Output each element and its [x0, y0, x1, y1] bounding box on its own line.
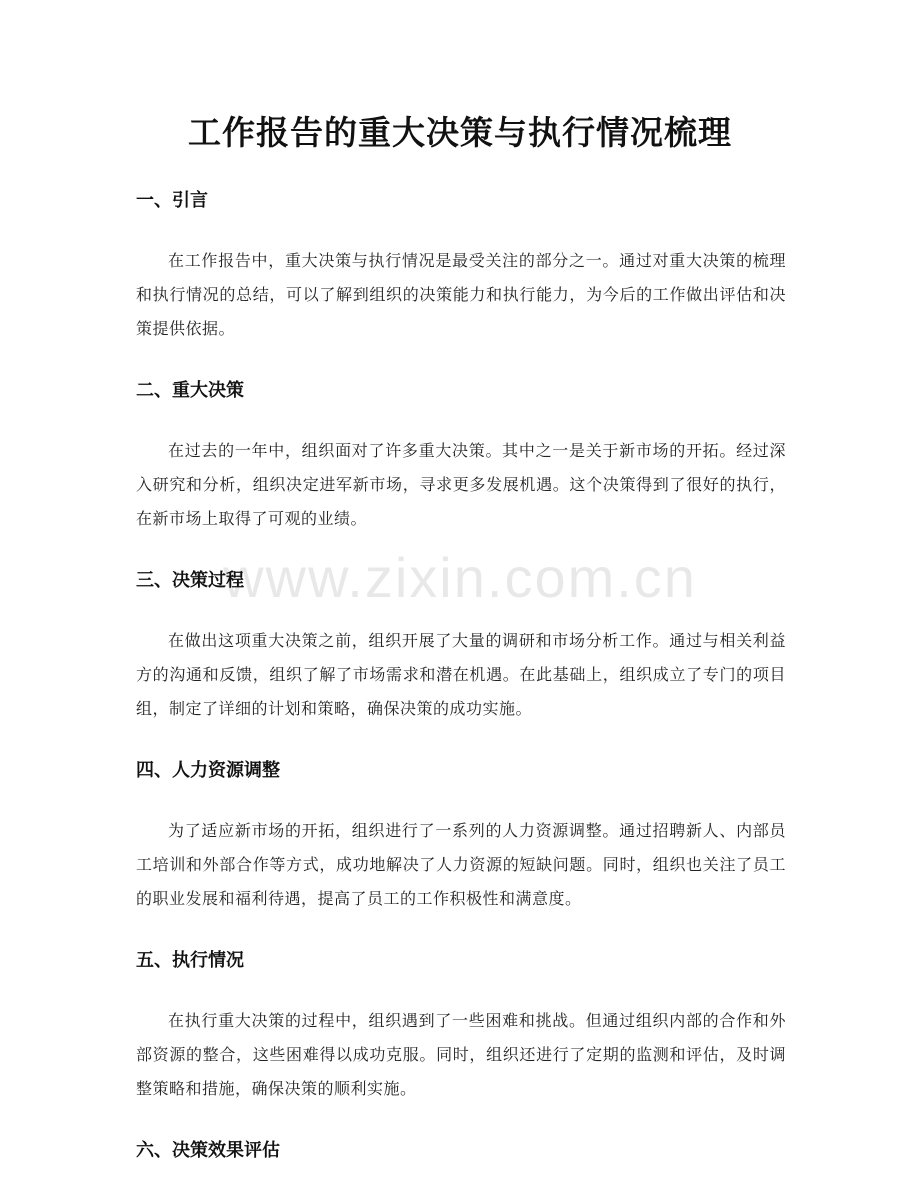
section-execution [136, 946, 786, 1106]
section-major-decisions [136, 376, 786, 536]
section-paragraph: 为了适应新市场的开拓，组织进行了一系列的人力资源调整。通过招聘新人、内部员工培训和外部合作等方式，成功地解决了人力资源的短缺问题。同时，组织也关注了员工的职业发展和福利待遇，提高了员工的工作积极性和满意度。 [136, 821, 786, 908]
section-paragraph: 在工作报告中，重大决策与执行情况是最受关注的部分之一。通过对重大决策的梳理和执行情况的总结，可以了解到组织的决策能力和执行能力，为今后的工作做出评估和决策提供依据。 [136, 251, 786, 338]
watermark: www.zixin.com.cn [223, 546, 697, 609]
section-heading: 二、重大决策 [136, 380, 244, 401]
section-heading: 一、引言 [136, 190, 208, 211]
document-title: 工作报告的重大决策与执行情况梳理 [188, 113, 732, 152]
section-paragraph: 在过去的一年中，组织面对了许多重大决策。其中之一是关于新市场的开拓。经过深入研究和分析，组织决定进军新市场，寻求更多发展机遇。这个决策得到了很好的执行，在新市场上取得了可观的业绩。 [136, 441, 786, 528]
section-heading: 四、人力资源调整 [136, 760, 280, 781]
section-effect-evaluation [136, 1136, 786, 1166]
section-heading: 三、决策过程 [136, 570, 244, 591]
section-heading: 六、决策效果评估 [136, 1140, 280, 1161]
section-heading: 五、执行情况 [136, 950, 244, 971]
section-paragraph: 在执行重大决策的过程中，组织遇到了一些困难和挑战。但通过组织内部的合作和外部资源的整合，这些困难得以成功克服。同时，组织还进行了定期的监测和评估，及时调整策略和措施，确保决策的顺利实施。 [136, 1011, 786, 1098]
section-introduction [136, 186, 786, 346]
section-decision-process [136, 566, 786, 726]
document-body [136, 186, 786, 1194]
section-hr-adjustment [136, 756, 786, 916]
section-paragraph: 在做出这项重大决策之前，组织开展了大量的调研和市场分析工作。通过与相关利益方的沟通和反馈，组织了解了市场需求和潜在机遇。在此基础上，组织成立了专门的项目组，制定了详细的计划和策略，确保决策的成功实施。 [136, 631, 786, 718]
